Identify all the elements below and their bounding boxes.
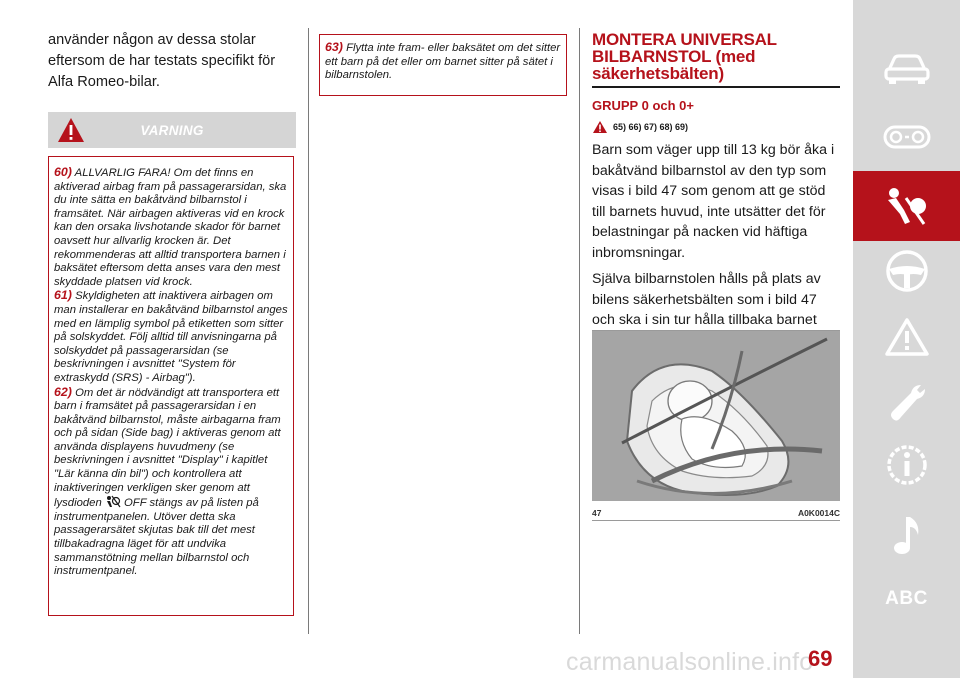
child-seat-figure xyxy=(592,331,840,501)
sidebar-item-safety[interactable] xyxy=(853,171,960,241)
note-text: ALLVARLIG FARA! Om det finns en aktiverad airbag fram på passagerarsidan, ska du inte sätta en bakåtvänd bilbarnstol i framsätet. När airbagen aktiveras vid en krock kan den orsaka livshotande skador för barnet oavsett hur allvarlig krocken är. Det rekommenderas att alltid transportera barnen i baksätet eftersom detta anses vara den mest skyddade platsen vid krock. xyxy=(54,167,287,288)
column-divider xyxy=(308,28,309,634)
body-text xyxy=(592,140,840,357)
warning-notes-box xyxy=(48,156,294,616)
warning-triangle-icon xyxy=(592,120,608,134)
figure-code: A0K0014C xyxy=(797,508,840,518)
chapter-sidebar xyxy=(853,0,960,678)
intro-paragraph: använder någon av dessa stolar eftersom de har testats specifikt för Alfa Romeo-bilar. xyxy=(48,32,276,90)
sidebar-item-index[interactable] xyxy=(853,564,960,634)
paragraph: Själva bilbarnstolen hålls på plats av bilens säkerhetsbälten som i bild 47 och ska i sin tur hålla tillbaka barnet xyxy=(592,271,821,328)
left-column xyxy=(48,0,296,93)
music-note-icon xyxy=(890,513,924,557)
warning-banner xyxy=(48,112,296,148)
sidebar-item-driving[interactable] xyxy=(853,236,960,306)
note-number: 61) xyxy=(54,288,72,303)
child-seat-illustration xyxy=(592,331,840,501)
figure-bottom-rule xyxy=(592,520,840,521)
section-heading xyxy=(592,31,840,82)
note-text: Skyldigheten att inaktivera airbagen om man installerar en bakåtvänd bilbarnstol anges med en lämplig symbol på etiketten som sitter på solskyddet. Följ alltid till anvisningarna på solskyddet på passagerarsidan (se beskrivningen i avsnittet "System för extraskydd (SRS) - Airbag"). xyxy=(54,290,288,384)
sidebar-item-car[interactable] xyxy=(853,34,960,104)
heading-underline xyxy=(592,86,840,88)
note-number: 63) xyxy=(325,40,343,54)
wrench-icon xyxy=(885,381,929,425)
heading-line: BILBARNSTOL (med xyxy=(592,47,756,66)
note-63 xyxy=(325,41,561,83)
info-icon xyxy=(885,443,929,487)
sidebar-item-maintenance[interactable] xyxy=(853,368,960,438)
paragraph: Barn som väger upp till 13 kg bör åka i bakåtvänd bilbarnstol av den typ som visas i bild 47 som genom att ge stöd till barnets huvud, inte utsätter det för belastningar på nacken vid häftiga inbromsningar. xyxy=(592,142,835,261)
reference-numbers: 65) 66) 67) 68) 69) xyxy=(613,122,689,132)
subheading: GRUPP 0 och 0+ xyxy=(592,98,694,113)
sidebar-item-multimedia[interactable] xyxy=(853,500,960,570)
dashboard-gauges-icon xyxy=(883,123,931,151)
note-62 xyxy=(54,386,289,579)
watermark: carmanualsonline.info xyxy=(566,648,814,676)
sidebar-item-technical-data[interactable] xyxy=(853,430,960,500)
car-icon xyxy=(883,52,931,86)
heading-line: säkerhetsbälten) xyxy=(592,64,724,83)
airbag-off-led-icon xyxy=(105,495,121,508)
page-number: 69 xyxy=(808,646,833,671)
note-number: 60) xyxy=(54,165,72,179)
safety-airbag-icon xyxy=(882,186,932,226)
sidebar-item-instruments[interactable] xyxy=(853,102,960,172)
steering-wheel-icon xyxy=(885,249,929,293)
note-text: Flytta inte fram- eller baksätet om det sitter ett barn på det eller om barnet sitter på sätet i bilbarnstolen. xyxy=(325,42,561,82)
note-60 xyxy=(54,166,289,289)
note-text: Om det är nödvändigt att transportera ett barn i framsätet på passagerarsidan i en bakåtvänd bilbarnstol, måste airbagarna fram och på sidan (Side bag) i aktiveras genom att använda displayens huvudmeny (se beskrivningen i avsnittet "Display" i kapitlet "Lär känna din bil") och kontrollera att inaktiveringen verkligen sker genom att lysdioden xyxy=(54,386,281,510)
note-number: 62) xyxy=(54,384,72,399)
column-divider xyxy=(579,28,580,634)
warning-triangle-icon xyxy=(56,116,86,144)
note-63-box xyxy=(319,34,567,96)
sidebar-item-emergency[interactable] xyxy=(853,302,960,372)
note-text: OFF stängs av på listen på instrumentpanelen. Utöver detta ska passagerarsätet skjutas bak till det mest tillbakadragna läget för att undvika sammanstötning mellan bilbarnstol och instrumentpanel. xyxy=(54,497,259,578)
note-61 xyxy=(54,289,289,385)
warning-title: VARNING xyxy=(140,122,204,138)
warning-triangle-icon xyxy=(884,317,930,357)
heading-line: MONTERA UNIVERSAL xyxy=(592,30,777,49)
warning-references xyxy=(592,120,688,134)
index-label: ABC xyxy=(885,588,928,609)
figure-number: 47 xyxy=(592,508,602,518)
